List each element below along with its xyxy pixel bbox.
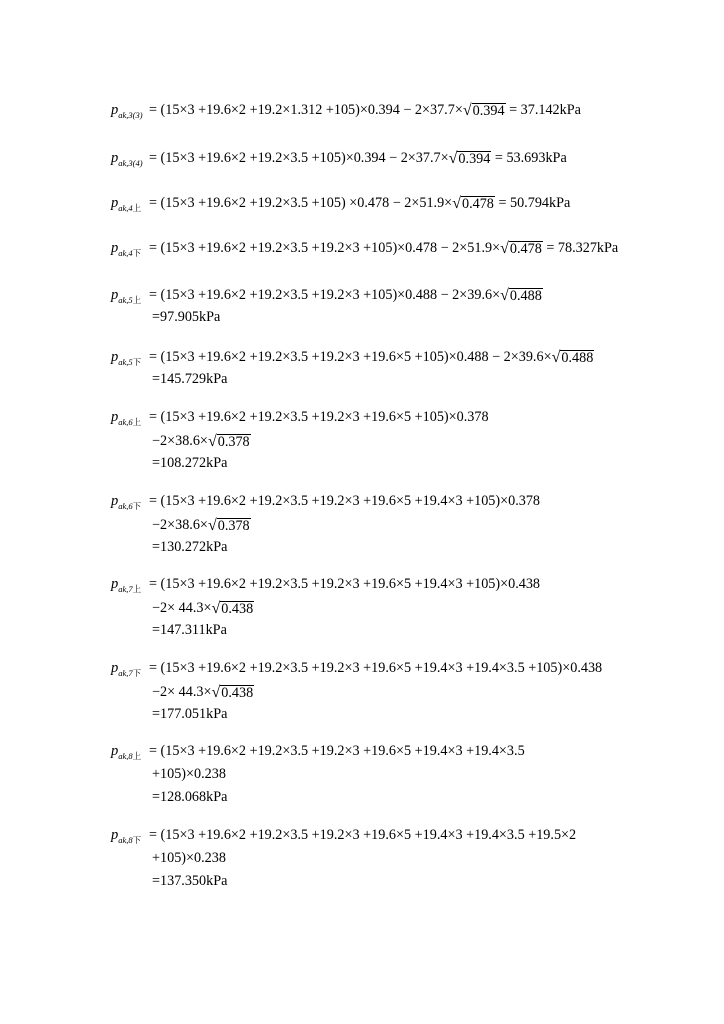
square-root: [208, 513, 251, 537]
equation-first-line: [111, 740, 525, 763]
expression-text: =177.051kPa: [152, 706, 228, 722]
position-marker: 下: [132, 357, 142, 367]
square-root: [211, 680, 254, 704]
equation-first-line: [111, 191, 570, 214]
radicand: 0.394: [458, 151, 491, 167]
equation-block: [111, 236, 618, 259]
result-text: = 50.794kPa: [494, 195, 571, 211]
radicand: 0.438: [221, 685, 254, 701]
equation-continuation-line: [111, 619, 540, 642]
equation-block: [111, 740, 525, 809]
equation-continuation-line: [111, 306, 543, 329]
equation-block: [111, 824, 576, 893]
symbol-p: p: [111, 150, 119, 166]
radical-sign: √: [207, 517, 217, 534]
square-root: [463, 98, 506, 122]
expression-text: =128.068kPa: [152, 789, 228, 805]
symbol-p: p: [111, 102, 119, 118]
radicand: 0.478: [461, 196, 494, 212]
expression-text: = (15×3 +19.6×2 +19.2×3.5 +19.2×3 +105)×0.488 − 2×39.6×: [149, 287, 501, 303]
symbol-p: p: [111, 493, 119, 509]
square-root: [208, 429, 251, 453]
radicand: 0.378: [217, 518, 250, 534]
result-text: = 37.142kPa: [505, 102, 581, 118]
equation-continuation-line: [111, 870, 576, 893]
position-marker: 上: [132, 203, 142, 213]
position-marker: 上: [132, 295, 142, 305]
symbol-p: p: [111, 240, 119, 256]
radicand: 0.378: [217, 434, 250, 450]
position-marker: 下: [132, 668, 142, 678]
pressure-symbol: [111, 147, 149, 175]
symbol-p: p: [111, 827, 119, 843]
position-marker: 上: [132, 417, 142, 427]
radicand: 0.394: [472, 103, 505, 119]
equation-first-line: [111, 824, 576, 847]
radical-sign: √: [462, 102, 472, 119]
radical-sign: √: [207, 433, 217, 450]
equation-block: [111, 345, 594, 391]
equation-first-line: [111, 345, 594, 368]
equation-continuation-line: [111, 452, 489, 475]
equation-block: [111, 283, 543, 329]
equation-continuation-line: [111, 703, 602, 726]
symbol-p: p: [111, 349, 119, 365]
expression-text: = (15×3 +19.6×2 +19.2×3.5 +105)×0.394 − 2×37.7×: [149, 150, 449, 166]
symbol-p: p: [111, 660, 119, 676]
expression-text: =145.729kPa: [152, 371, 228, 387]
equation-block: [111, 657, 602, 726]
equation-continuation-line: [111, 368, 594, 391]
radicand: 0.438: [221, 601, 254, 617]
square-root: [500, 236, 543, 260]
expression-text: = (15×3 +19.6×2 +19.2×3.5 +19.2×3 +105)×0.478 − 2×51.9×: [149, 240, 501, 256]
symbol-subscript: ak,3(4): [118, 158, 143, 168]
symbol-subscript: ak,5下: [118, 357, 142, 367]
equation-block: [111, 98, 581, 121]
position-marker: 下: [132, 501, 142, 511]
symbol-subscript: ak,6上: [118, 417, 142, 427]
radicand: 0.488: [509, 288, 542, 304]
equation-continuation-line: [111, 847, 576, 870]
expression-text: +105)×0.238: [152, 766, 226, 782]
expression-text: = (15×3 +19.6×2 +19.2×3.5 +19.2×3 +19.6×5 +19.4×3 +105)×0.378: [149, 493, 541, 509]
symbol-subscript: ak,5上: [118, 295, 142, 305]
position-marker: 下: [132, 248, 142, 258]
expression-text: =97.905kPa: [152, 309, 221, 325]
symbol-subscript: ak,3(3): [118, 110, 143, 120]
position-marker: 下: [132, 835, 142, 845]
expression-text: =137.350kPa: [152, 873, 228, 889]
square-root: [211, 596, 254, 620]
radical-sign: √: [500, 287, 509, 304]
equation-first-line: [111, 98, 581, 121]
radical-sign: √: [551, 349, 561, 366]
radical-sign: √: [500, 240, 509, 257]
equation-first-line: [111, 283, 543, 306]
equation-block: [111, 191, 570, 214]
equation-block: [111, 490, 540, 559]
equation-first-line: [111, 573, 540, 596]
expression-text: =130.272kPa: [152, 539, 228, 555]
symbol-subscript: ak,4上: [118, 203, 142, 213]
equation-continuation-line: [111, 763, 525, 786]
symbol-p: p: [111, 576, 119, 592]
equation-continuation-line: [111, 786, 525, 809]
expression-text: = (15×3 +19.6×2 +19.2×3.5 +105) ×0.478 − 2×51.9×: [149, 195, 453, 211]
expression-text: = (15×3 +19.6×2 +19.2×3.5 +19.2×3 +19.6×5 +105)×0.378: [149, 409, 489, 425]
radicand: 0.488: [561, 350, 594, 366]
pressure-symbol: [111, 192, 149, 220]
result-text: = 78.327kPa: [542, 240, 619, 256]
pressure-symbol: [111, 237, 149, 265]
equation-first-line: [111, 146, 567, 169]
symbol-subscript: ak,7上: [118, 584, 142, 594]
radical-sign: √: [211, 684, 221, 701]
pressure-symbol: [111, 99, 149, 127]
expression-text: −2× 44.3×: [152, 600, 212, 616]
radicand: 0.478: [509, 241, 542, 257]
radical-sign: √: [211, 600, 221, 617]
symbol-subscript: ak,8上: [118, 751, 142, 761]
equation-block: [111, 406, 489, 475]
expression-text: =108.272kPa: [152, 455, 228, 471]
symbol-subscript: ak,6下: [118, 501, 142, 511]
equation-continuation-line: [111, 680, 602, 703]
symbol-p: p: [111, 743, 119, 759]
square-root: [452, 191, 495, 215]
expression-text: −2×38.6×: [152, 517, 208, 533]
expression-text: =147.311kPa: [152, 622, 227, 638]
square-root: [552, 345, 595, 369]
symbol-p: p: [111, 409, 119, 425]
equation-continuation-line: [111, 536, 540, 559]
symbol-p: p: [111, 195, 119, 211]
square-root: [500, 283, 543, 307]
expression-text: −2× 44.3×: [152, 684, 212, 700]
expression-text: = (15×3 +19.6×2 +19.2×1.312 +105)×0.394 − 2×37.7×: [149, 102, 463, 118]
position-marker: 上: [132, 584, 142, 594]
expression-text: +105)×0.238: [152, 850, 226, 866]
symbol-subscript: ak,8下: [118, 835, 142, 845]
expression-text: −2×38.6×: [152, 433, 208, 449]
equation-first-line: [111, 236, 618, 259]
equation-first-line: [111, 406, 489, 429]
equation-block: [111, 146, 567, 169]
equation-first-line: [111, 490, 540, 513]
expression-text: = (15×3 +19.6×2 +19.2×3.5 +19.2×3 +19.6×5 +19.4×3 +19.4×3.5: [149, 743, 525, 759]
symbol-subscript: ak,7下: [118, 668, 142, 678]
position-marker: 上: [132, 751, 142, 761]
expression-text: = (15×3 +19.6×2 +19.2×3.5 +19.2×3 +19.6×5 +19.4×3 +19.4×3.5 +105)×0.438: [149, 660, 603, 676]
equation-block: [111, 573, 540, 642]
equation-continuation-line: [111, 596, 540, 619]
symbol-p: p: [111, 287, 119, 303]
radical-sign: √: [452, 195, 461, 212]
result-text: = 53.693kPa: [491, 150, 567, 166]
expression-text: = (15×3 +19.6×2 +19.2×3.5 +19.2×3 +19.6×5 +19.4×3 +105)×0.438: [149, 576, 541, 592]
expression-text: = (15×3 +19.6×2 +19.2×3.5 +19.2×3 +19.6×5 +19.4×3 +19.4×3.5 +19.5×2: [149, 827, 577, 843]
equation-continuation-line: [111, 429, 489, 452]
symbol-subscript: ak,4下: [118, 248, 142, 258]
equation-continuation-line: [111, 513, 540, 536]
equation-first-line: [111, 657, 602, 680]
expression-text: = (15×3 +19.6×2 +19.2×3.5 +19.2×3 +19.6×5 +105)×0.488 − 2×39.6×: [149, 349, 552, 365]
radical-sign: √: [448, 150, 458, 167]
square-root: [449, 146, 492, 170]
